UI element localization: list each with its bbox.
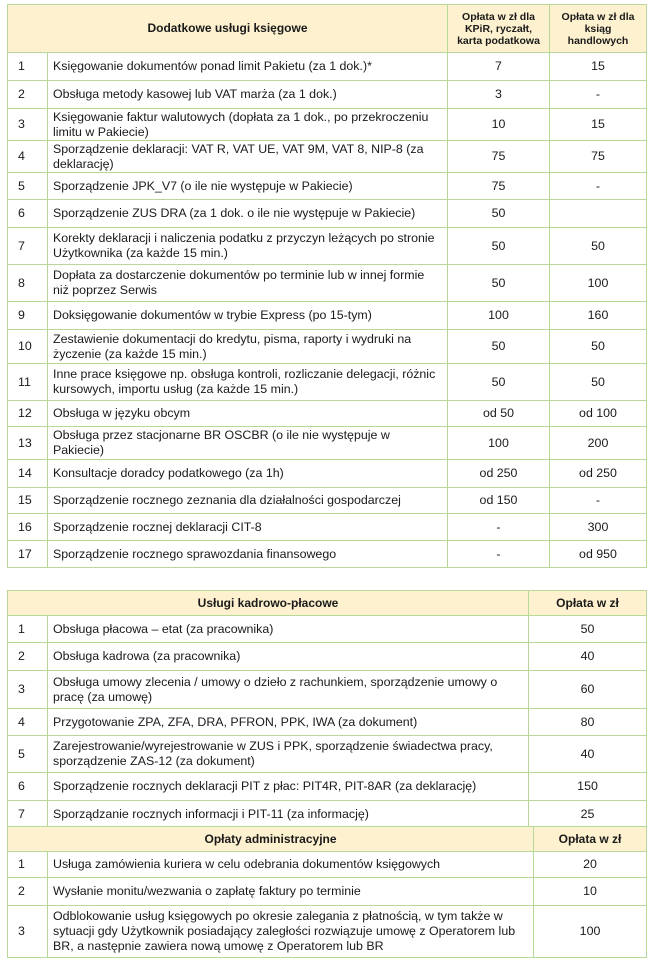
- accounting-row: [8, 200, 647, 228]
- accounting-row-number: 14: [8, 460, 48, 488]
- payroll-row: [8, 709, 647, 736]
- accounting-description: Sporządzenie rocznego zeznania dla działalności gospodarczej: [48, 488, 448, 514]
- admin-row: [8, 852, 647, 878]
- accounting-row-number: 12: [8, 401, 48, 427]
- accounting-description: Obsługa w języku obcym: [48, 401, 448, 427]
- accounting-price-ksiegi: od 100: [550, 401, 647, 427]
- accounting-row: [8, 53, 647, 81]
- accounting-row: [8, 173, 647, 200]
- accounting-row-number: 13: [8, 427, 48, 460]
- admin-row-number: 2: [8, 878, 48, 906]
- accounting-price-kpir: od 150: [448, 488, 550, 514]
- accounting-price-kpir: 100: [448, 302, 550, 330]
- accounting-row: [8, 265, 647, 302]
- admin-price: 100: [534, 906, 647, 958]
- accounting-row-number: 2: [8, 81, 48, 109]
- payroll-row: [8, 773, 647, 801]
- payroll-row-number: 1: [8, 616, 48, 643]
- accounting-row-number: 9: [8, 302, 48, 330]
- accounting-row: [8, 228, 647, 265]
- accounting-row: [8, 141, 647, 173]
- accounting-price-ksiegi: od 950: [550, 541, 647, 568]
- accounting-price-ksiegi: 50: [550, 228, 647, 265]
- admin-description: Usługa zamówienia kuriera w celu odebrania dokumentów księgowych: [48, 852, 534, 878]
- accounting-description: Sporządzenie rocznego sprawozdania finansowego: [48, 541, 448, 568]
- accounting-row: [8, 364, 647, 401]
- payroll-row: [8, 616, 647, 643]
- payroll-price: 40: [529, 643, 647, 671]
- admin-row-number: 1: [8, 852, 48, 878]
- accounting-price-ksiegi: [550, 200, 647, 228]
- accounting-price-ksiegi: 50: [550, 330, 647, 364]
- accounting-price-ksiegi: -: [550, 488, 647, 514]
- accounting-description: Doksięgowanie dokumentów w trybie Express (po 15-tym): [48, 302, 448, 330]
- accounting-description: Sporządzenie rocznej deklaracji CIT-8: [48, 514, 448, 541]
- accounting-price-kpir: 50: [448, 265, 550, 302]
- payroll-row: [8, 736, 647, 773]
- payroll-description: Obsługa umowy zlecenia / umowy o dzieło z rachunkiem, sporządzenie umowy o pracę (za umowę): [48, 671, 529, 709]
- accounting-row: [8, 330, 647, 364]
- payroll-description: Obsługa kadrowa (za pracownika): [48, 643, 529, 671]
- accounting-row-number: 7: [8, 228, 48, 265]
- admin-price: 20: [534, 852, 647, 878]
- accounting-row-number: 5: [8, 173, 48, 200]
- payroll-row-number: 3: [8, 671, 48, 709]
- col-header-ksiegi: Opłata w zł dla ksiąg handlowych: [550, 5, 647, 53]
- accounting-description: Dopłata za dostarczenie dokumentów po terminie lub w innej formie niż poprzez Serwis: [48, 265, 448, 302]
- payroll-title: Usługi kadrowo-płacowe: [8, 591, 529, 616]
- accounting-description: Korekty deklaracji i naliczenia podatku z przyczyn leżących po stronie Użytkownika (za każde 15 min.): [48, 228, 448, 265]
- accounting-price-ksiegi: 200: [550, 427, 647, 460]
- accounting-services-table: [7, 4, 647, 568]
- admin-row: [8, 878, 647, 906]
- accounting-description: Sporządzenie deklaracji: VAT R, VAT UE, VAT 9M, VAT 8, NIP-8 (za deklarację): [48, 141, 448, 173]
- accounting-description: Inne prace księgowe np. obsługa kontroli, rozliczanie delegacji, różnic kursowych, importu usług (za każde 15 min.): [48, 364, 448, 401]
- payroll-description: Obsługa płacowa – etat (za pracownika): [48, 616, 529, 643]
- accounting-row-number: 15: [8, 488, 48, 514]
- accounting-row-number: 11: [8, 364, 48, 401]
- accounting-row-number: 3: [8, 109, 48, 141]
- admin-fees-table: [7, 826, 647, 958]
- payroll-price: 50: [529, 616, 647, 643]
- accounting-price-kpir: 100: [448, 427, 550, 460]
- accounting-row: [8, 427, 647, 460]
- accounting-row: [8, 514, 647, 541]
- accounting-price-kpir: 50: [448, 228, 550, 265]
- accounting-price-kpir: 50: [448, 364, 550, 401]
- payroll-row: [8, 801, 647, 829]
- admin-description: Wysłanie monitu/wezwania o zapłatę faktury po terminie: [48, 878, 534, 906]
- accounting-row: [8, 488, 647, 514]
- payroll-price: 40: [529, 736, 647, 773]
- accounting-description: Księgowanie faktur walutowych (dopłata za 1 dok., po przekroczeniu limitu w Pakiecie): [48, 109, 448, 141]
- payroll-price: 80: [529, 709, 647, 736]
- accounting-description: Obsługa przez stacjonarne BR OSCBR (o ile nie występuje w Pakiecie): [48, 427, 448, 460]
- accounting-price-kpir: 50: [448, 330, 550, 364]
- payroll-price: 25: [529, 801, 647, 829]
- admin-row-number: 3: [8, 906, 48, 958]
- accounting-title: Dodatkowe usługi księgowe: [8, 5, 448, 53]
- accounting-row: [8, 109, 647, 141]
- accounting-price-ksiegi: 300: [550, 514, 647, 541]
- accounting-row-number: 10: [8, 330, 48, 364]
- col-header-kpir: Opłata w zł dla KPiR, ryczałt, karta podatkowa: [448, 5, 550, 53]
- accounting-description: Sporządzenie ZUS DRA (za 1 dok. o ile nie występuje w Pakiecie): [48, 200, 448, 228]
- payroll-price: 150: [529, 773, 647, 801]
- accounting-price-ksiegi: 50: [550, 364, 647, 401]
- accounting-price-ksiegi: 15: [550, 109, 647, 141]
- payroll-row-number: 7: [8, 801, 48, 829]
- accounting-row-number: 4: [8, 141, 48, 173]
- accounting-price-kpir: 75: [448, 173, 550, 200]
- accounting-price-ksiegi: od 250: [550, 460, 647, 488]
- accounting-row: [8, 401, 647, 427]
- accounting-price-ksiegi: 100: [550, 265, 647, 302]
- payroll-price: 60: [529, 671, 647, 709]
- payroll-row: [8, 671, 647, 709]
- admin-description: Odblokowanie usług księgowych po okresie zalegania z płatnością, w tym także w sytuacji gdy Użytkownik posiadający zaległości rozwiązuje umowę z Operatorem lub BR, a następnie zawiera nową umowę z Operatorem lub BR: [48, 906, 534, 958]
- accounting-row-number: 16: [8, 514, 48, 541]
- accounting-header-row: [8, 5, 647, 53]
- admin-row: [8, 906, 647, 958]
- admin-price: 10: [534, 878, 647, 906]
- payroll-header-row: [8, 591, 647, 616]
- payroll-description: Sporządzanie rocznych informacji i PIT-11 (za informację): [48, 801, 529, 829]
- accounting-description: Księgowanie dokumentów ponad limit Pakietu (za 1 dok.)*: [48, 53, 448, 81]
- accounting-description: Zestawienie dokumentacji do kredytu, pisma, raporty i wydruki na życzenie (za każde 15 min.): [48, 330, 448, 364]
- payroll-row: [8, 643, 647, 671]
- payroll-row-number: 6: [8, 773, 48, 801]
- accounting-price-ksiegi: 160: [550, 302, 647, 330]
- accounting-price-kpir: 75: [448, 141, 550, 173]
- accounting-row: [8, 81, 647, 109]
- payroll-description: Sporządzenie rocznych deklaracji PIT z płac: PIT4R, PIT-8AR (za deklarację): [48, 773, 529, 801]
- payroll-row-number: 5: [8, 736, 48, 773]
- accounting-price-kpir: 10: [448, 109, 550, 141]
- payroll-row-number: 4: [8, 709, 48, 736]
- accounting-row-number: 8: [8, 265, 48, 302]
- accounting-price-kpir: 50: [448, 200, 550, 228]
- accounting-row-number: 1: [8, 53, 48, 81]
- payroll-services-table: [7, 590, 647, 829]
- accounting-row-number: 6: [8, 200, 48, 228]
- payroll-description: Przygotowanie ZPA, ZFA, DRA, PFRON, PPK, IWA (za dokument): [48, 709, 529, 736]
- accounting-price-kpir: 3: [448, 81, 550, 109]
- admin-col-fee: Opłata w zł: [534, 827, 647, 852]
- accounting-description: Konsultacje doradcy podatkowego (za 1h): [48, 460, 448, 488]
- accounting-row-number: 17: [8, 541, 48, 568]
- accounting-price-ksiegi: -: [550, 81, 647, 109]
- accounting-row: [8, 541, 647, 568]
- accounting-price-ksiegi: 75: [550, 141, 647, 173]
- accounting-price-kpir: od 50: [448, 401, 550, 427]
- accounting-price-kpir: od 250: [448, 460, 550, 488]
- payroll-description: Zarejestrowanie/wyrejestrowanie w ZUS i PPK, sporządzenie świadectwa pracy, sporządzenie ZAS-12 (za dokument): [48, 736, 529, 773]
- accounting-price-kpir: -: [448, 541, 550, 568]
- accounting-description: Obsługa metody kasowej lub VAT marża (za 1 dok.): [48, 81, 448, 109]
- accounting-price-kpir: 7: [448, 53, 550, 81]
- admin-title: Opłaty administracyjne: [8, 827, 534, 852]
- payroll-row-number: 2: [8, 643, 48, 671]
- accounting-description: Sporządzenie JPK_V7 (o ile nie występuje w Pakiecie): [48, 173, 448, 200]
- accounting-row: [8, 302, 647, 330]
- accounting-row: [8, 460, 647, 488]
- accounting-price-kpir: -: [448, 514, 550, 541]
- admin-header-row: [8, 827, 647, 852]
- accounting-price-ksiegi: -: [550, 173, 647, 200]
- accounting-price-ksiegi: 15: [550, 53, 647, 81]
- payroll-col-fee: Opłata w zł: [529, 591, 647, 616]
